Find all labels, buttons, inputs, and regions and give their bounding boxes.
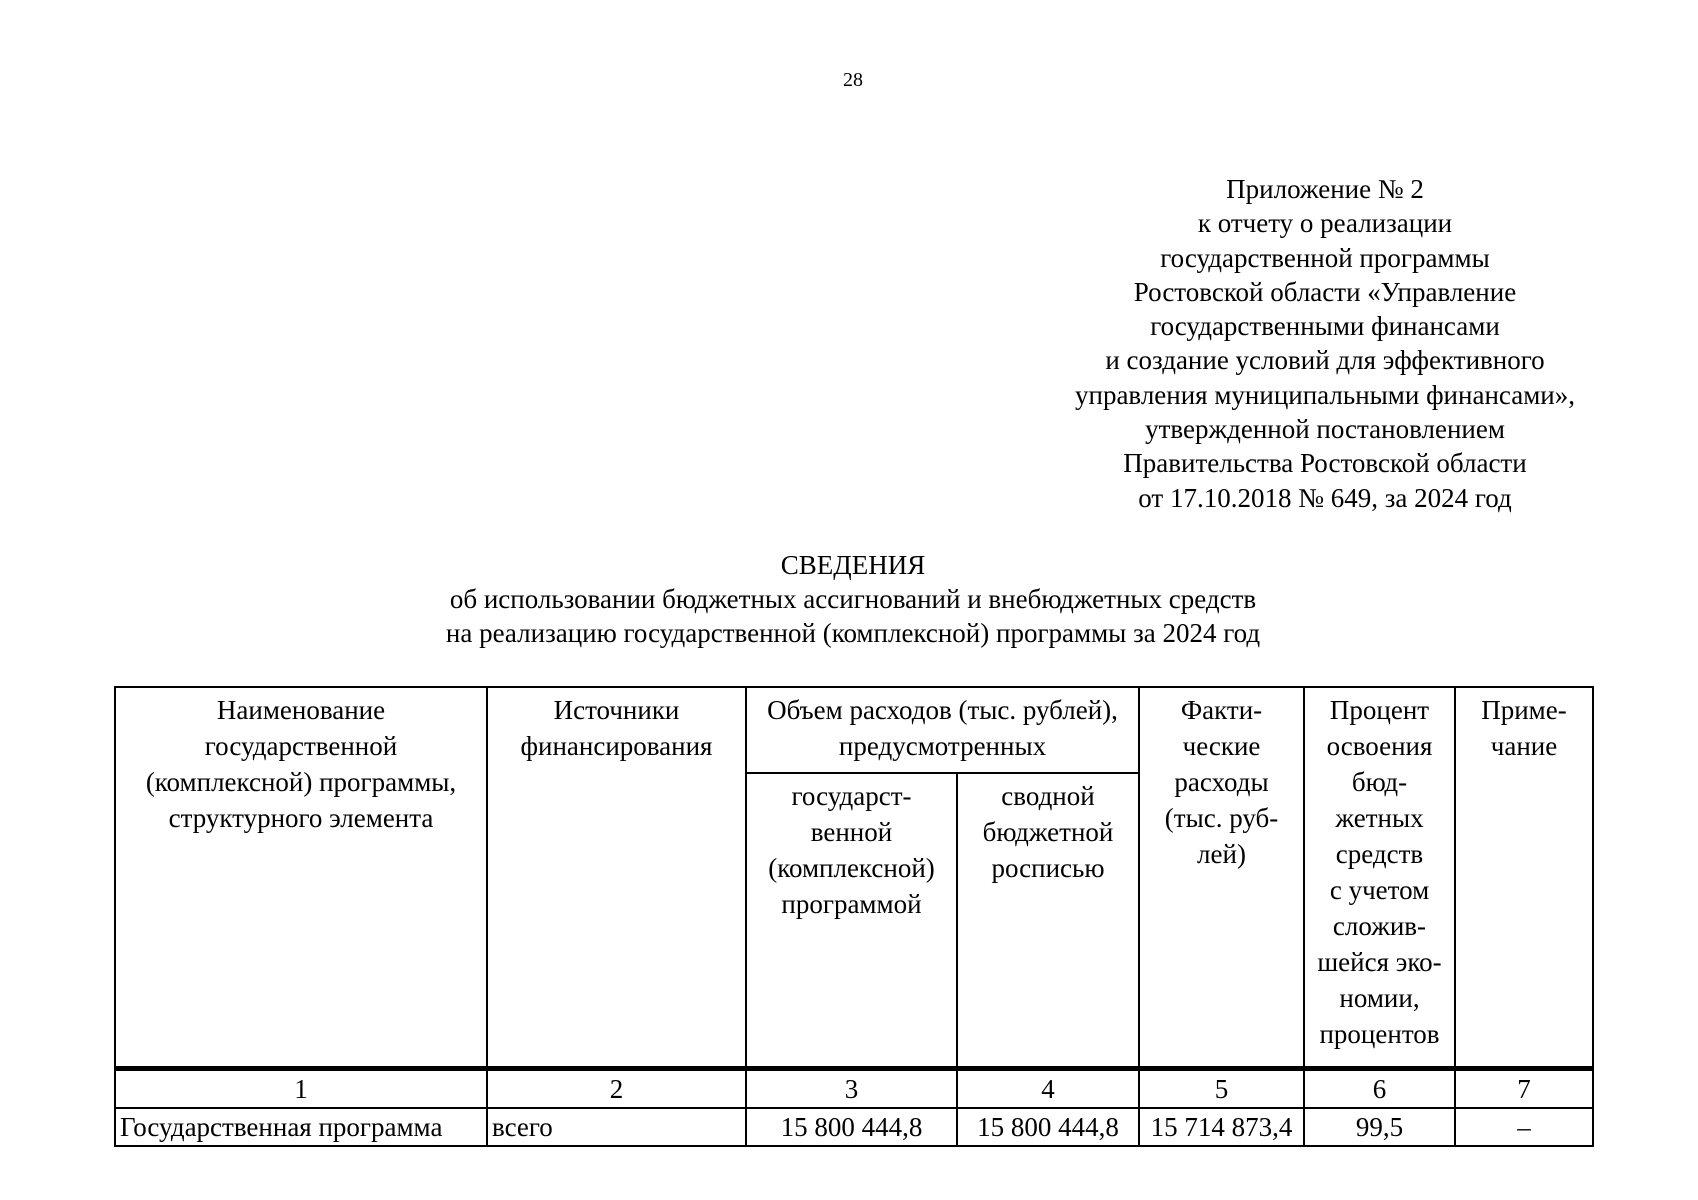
appendix-line: управления муниципальными финансами», <box>1075 379 1575 410</box>
cell-program-name: Государственная программа <box>115 1108 487 1146</box>
appendix-line: государственными финансами <box>1150 311 1500 342</box>
appendix-line: Приложение № 2 <box>1226 174 1424 204</box>
header-note: Приме- чание <box>1455 687 1593 1069</box>
appendix-block <box>1010 172 1640 515</box>
appendix-line: от 17.10.2018 № 649, за 2024 год <box>1138 482 1512 513</box>
column-number: 4 <box>957 1069 1139 1109</box>
heading-subtitle-line: об использовании бюджетных ассигнований и внебюджетных средств <box>449 584 1257 614</box>
column-number: 2 <box>487 1069 746 1109</box>
header-program-amount: государст- венной (комплексной) программой <box>746 773 957 1069</box>
column-number: 5 <box>1139 1069 1304 1109</box>
table-row <box>115 1108 1593 1146</box>
header-budget-amount: сводной бюджетной росписью <box>957 773 1139 1069</box>
header-funding-sources: Источники финансирования <box>487 687 746 1069</box>
cell-note: – <box>1455 1108 1593 1146</box>
header-planned-expenses: Объем расходов (тыс. рублей), предусмотренных <box>746 687 1139 773</box>
appendix-line: государственной программы <box>1160 242 1490 273</box>
column-number: 3 <box>746 1069 957 1109</box>
header-actual-expenses: Факти- ческие расходы (тыс. руб- лей) <box>1139 687 1304 1069</box>
cell-funding-source: всего <box>487 1108 746 1146</box>
page-number: 28 <box>843 69 863 91</box>
column-number-row <box>115 1069 1593 1109</box>
appendix-line: и создание условий для эффективного <box>1105 345 1545 376</box>
heading-subtitle-line: на реализацию государственной (комплексной) программы за 2024 год <box>445 618 1261 648</box>
column-number: 7 <box>1455 1069 1593 1109</box>
budget-usage-table <box>114 686 1594 1147</box>
cell-program-amount: 15 800 444,8 <box>746 1108 957 1146</box>
header-percent: Процент освоения бюд- жетных средств с учетом сложив- шейся эко- номии, процентов <box>1304 687 1455 1069</box>
appendix-line: утвержденной постановлением <box>1145 414 1505 445</box>
cell-actual-expenses: 15 714 873,4 <box>1139 1108 1304 1146</box>
heading-title: СВЕДЕНИЯ <box>780 550 926 580</box>
appendix-line: Правительства Ростовской области <box>1123 448 1527 479</box>
column-number: 6 <box>1304 1069 1455 1109</box>
column-number: 1 <box>115 1069 487 1109</box>
cell-budget-amount: 15 800 444,8 <box>957 1108 1139 1146</box>
header-program-name: Наименование государственной (комплексной) программы, структурного элемента <box>115 687 487 1069</box>
appendix-line: Ростовской области «Управление <box>1133 276 1517 307</box>
cell-percent: 99,5 <box>1304 1108 1455 1146</box>
document-heading <box>0 548 1698 650</box>
appendix-line: к отчету о реализации <box>1197 208 1453 239</box>
